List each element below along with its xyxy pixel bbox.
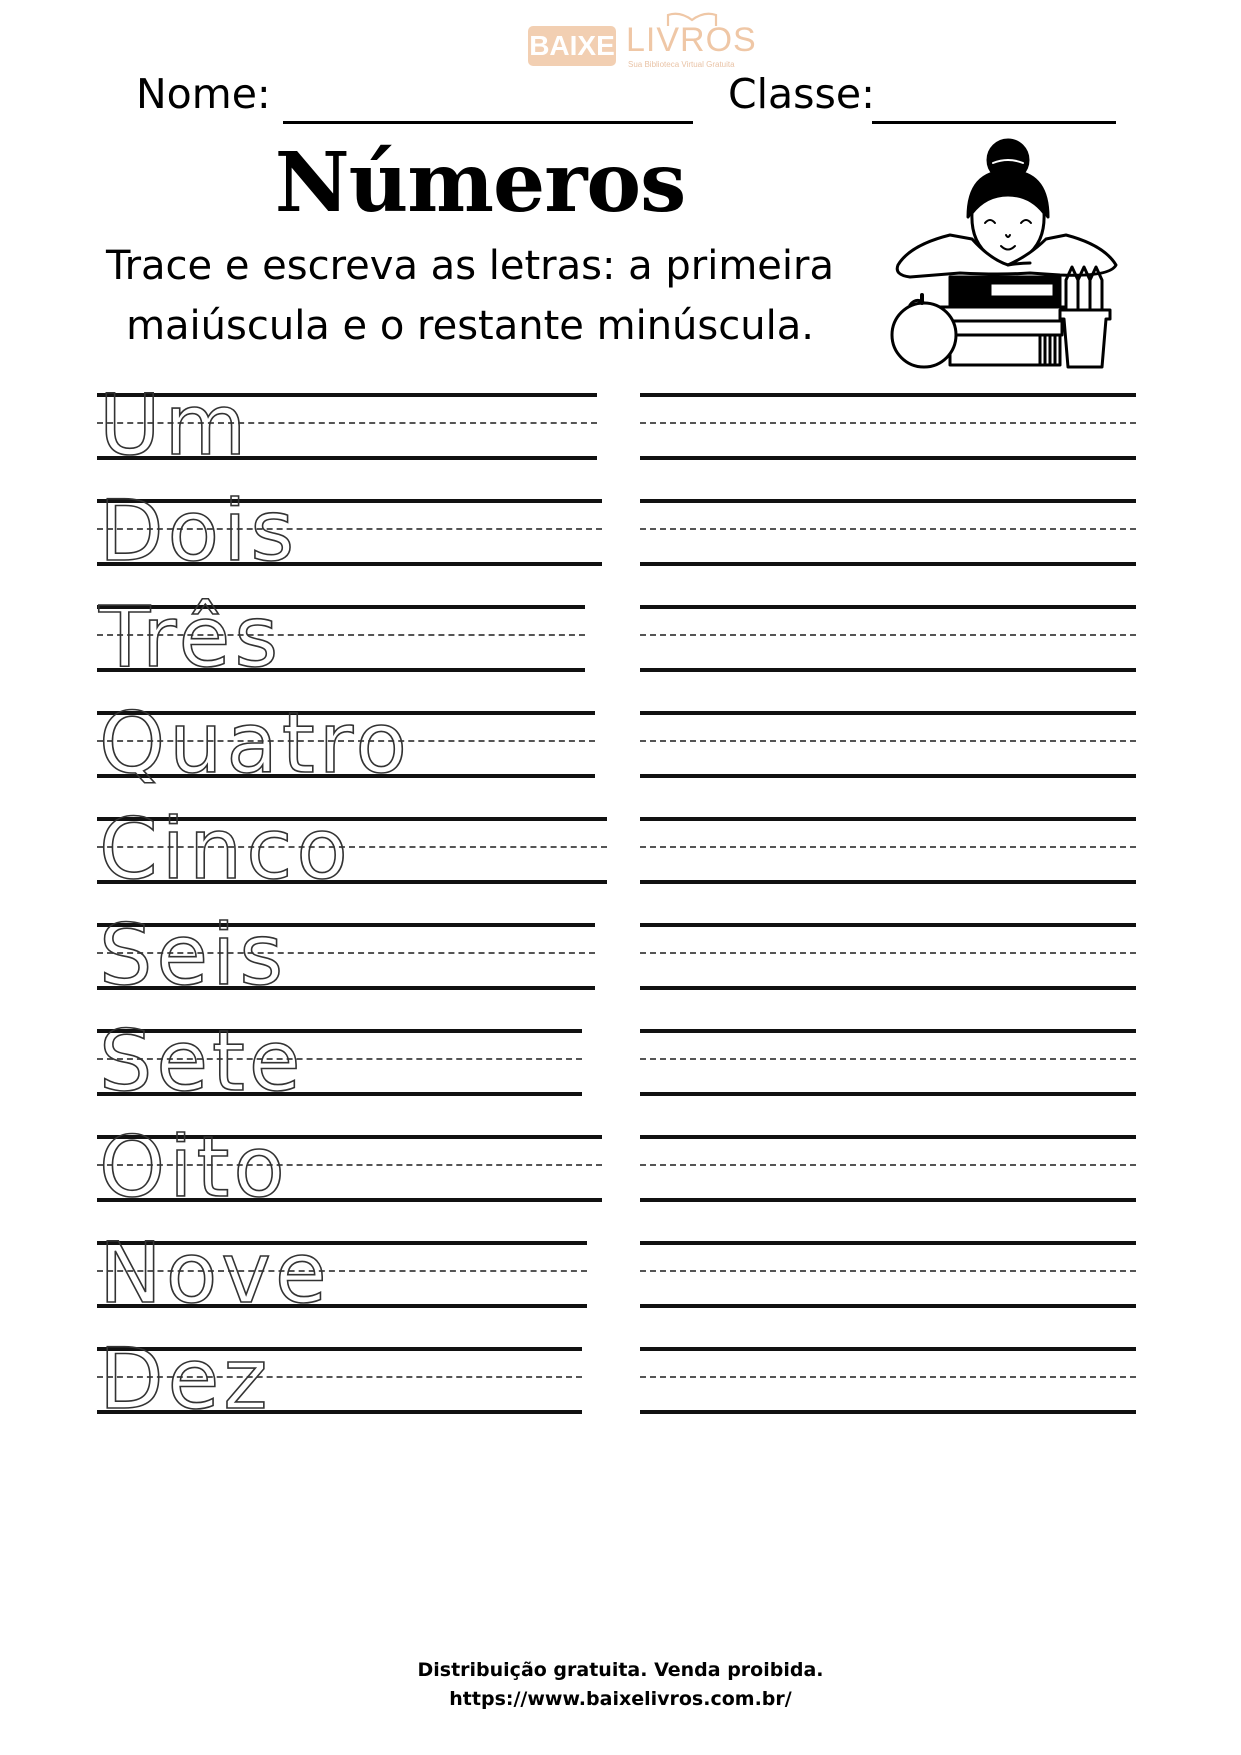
- name-field[interactable]: [283, 121, 693, 124]
- trace-word: Oito: [99, 1118, 289, 1216]
- trace-row[interactable]: [97, 1330, 582, 1428]
- writing-row[interactable]: [640, 499, 1136, 565]
- trace-word: Nove: [99, 1224, 331, 1322]
- row-baseline: [640, 1410, 1136, 1414]
- row-midline: [640, 422, 1136, 424]
- instructions-line-2: maiúscula e o restante minúscula.: [126, 303, 814, 349]
- trace-row[interactable]: [97, 588, 585, 686]
- row-midline: [640, 1376, 1136, 1378]
- row-baseline: [640, 1304, 1136, 1308]
- writing-row[interactable]: [640, 1347, 1136, 1413]
- writing-row[interactable]: [640, 923, 1136, 989]
- trace-word: Seis: [99, 906, 288, 1004]
- row-baseline: [640, 774, 1136, 778]
- row-midline: [640, 1164, 1136, 1166]
- writing-row[interactable]: [640, 711, 1136, 777]
- logo-wordmark: LIVROS: [626, 21, 757, 59]
- row-top-line: [640, 923, 1136, 927]
- row-midline: [640, 528, 1136, 530]
- trace-word: Cinco: [99, 800, 352, 898]
- trace-row[interactable]: [97, 906, 595, 1004]
- row-midline: [640, 740, 1136, 742]
- row-midline: [640, 1058, 1136, 1060]
- row-midline: [640, 952, 1136, 954]
- trace-word: Dez: [99, 1330, 272, 1428]
- trace-row[interactable]: [97, 376, 597, 474]
- row-top-line: [640, 711, 1136, 715]
- row-top-line: [640, 393, 1136, 397]
- footer-notice: Distribuição gratuita. Venda proibida.: [417, 1659, 824, 1681]
- row-baseline: [640, 986, 1136, 990]
- writing-row[interactable]: [640, 393, 1136, 459]
- student-illustration: [880, 135, 1120, 370]
- row-midline: [640, 634, 1136, 636]
- row-top-line: [640, 1029, 1136, 1033]
- trace-word: Três: [99, 588, 283, 686]
- class-label: Classe:: [728, 70, 875, 118]
- trace-row[interactable]: [97, 482, 602, 580]
- row-top-line: [640, 1135, 1136, 1139]
- row-baseline: [640, 456, 1136, 460]
- row-baseline: [640, 1092, 1136, 1096]
- row-baseline: [640, 1198, 1136, 1202]
- writing-row[interactable]: [640, 1241, 1136, 1307]
- trace-row[interactable]: [97, 1012, 582, 1110]
- row-top-line: [640, 1347, 1136, 1351]
- row-top-line: [640, 605, 1136, 609]
- trace-row[interactable]: [97, 1224, 587, 1322]
- writing-row[interactable]: [640, 1135, 1136, 1201]
- row-top-line: [640, 499, 1136, 503]
- row-top-line: [640, 1241, 1136, 1245]
- writing-row[interactable]: [640, 605, 1136, 671]
- writing-row[interactable]: [640, 1029, 1136, 1095]
- instructions: [50, 236, 890, 356]
- footer-url[interactable]: https://www.baixelivros.com.br/: [449, 1688, 792, 1710]
- row-midline: [640, 1270, 1136, 1272]
- row-top-line: [640, 817, 1136, 821]
- instructions-line-1: Trace e escreva as letras: a primeira: [106, 243, 834, 289]
- row-midline: [640, 846, 1136, 848]
- writing-row[interactable]: [640, 817, 1136, 883]
- row-baseline: [640, 668, 1136, 672]
- class-field[interactable]: [872, 121, 1116, 124]
- trace-row[interactable]: [97, 1118, 602, 1216]
- trace-word: Sete: [99, 1012, 305, 1110]
- trace-word: Dois: [99, 482, 299, 580]
- page-title: Números: [274, 135, 686, 231]
- trace-word: Um: [99, 376, 251, 474]
- name-label: Nome:: [136, 70, 271, 118]
- trace-row[interactable]: [97, 800, 607, 898]
- logo-tagline: Sua Biblioteca Virtual Gratuita: [628, 60, 735, 69]
- row-baseline: [640, 562, 1136, 566]
- baixelivros-logo: [528, 8, 758, 70]
- row-baseline: [640, 880, 1136, 884]
- logo-badge: BAIXE: [528, 26, 616, 66]
- trace-word: Quatro: [99, 694, 411, 792]
- trace-row[interactable]: [97, 694, 595, 792]
